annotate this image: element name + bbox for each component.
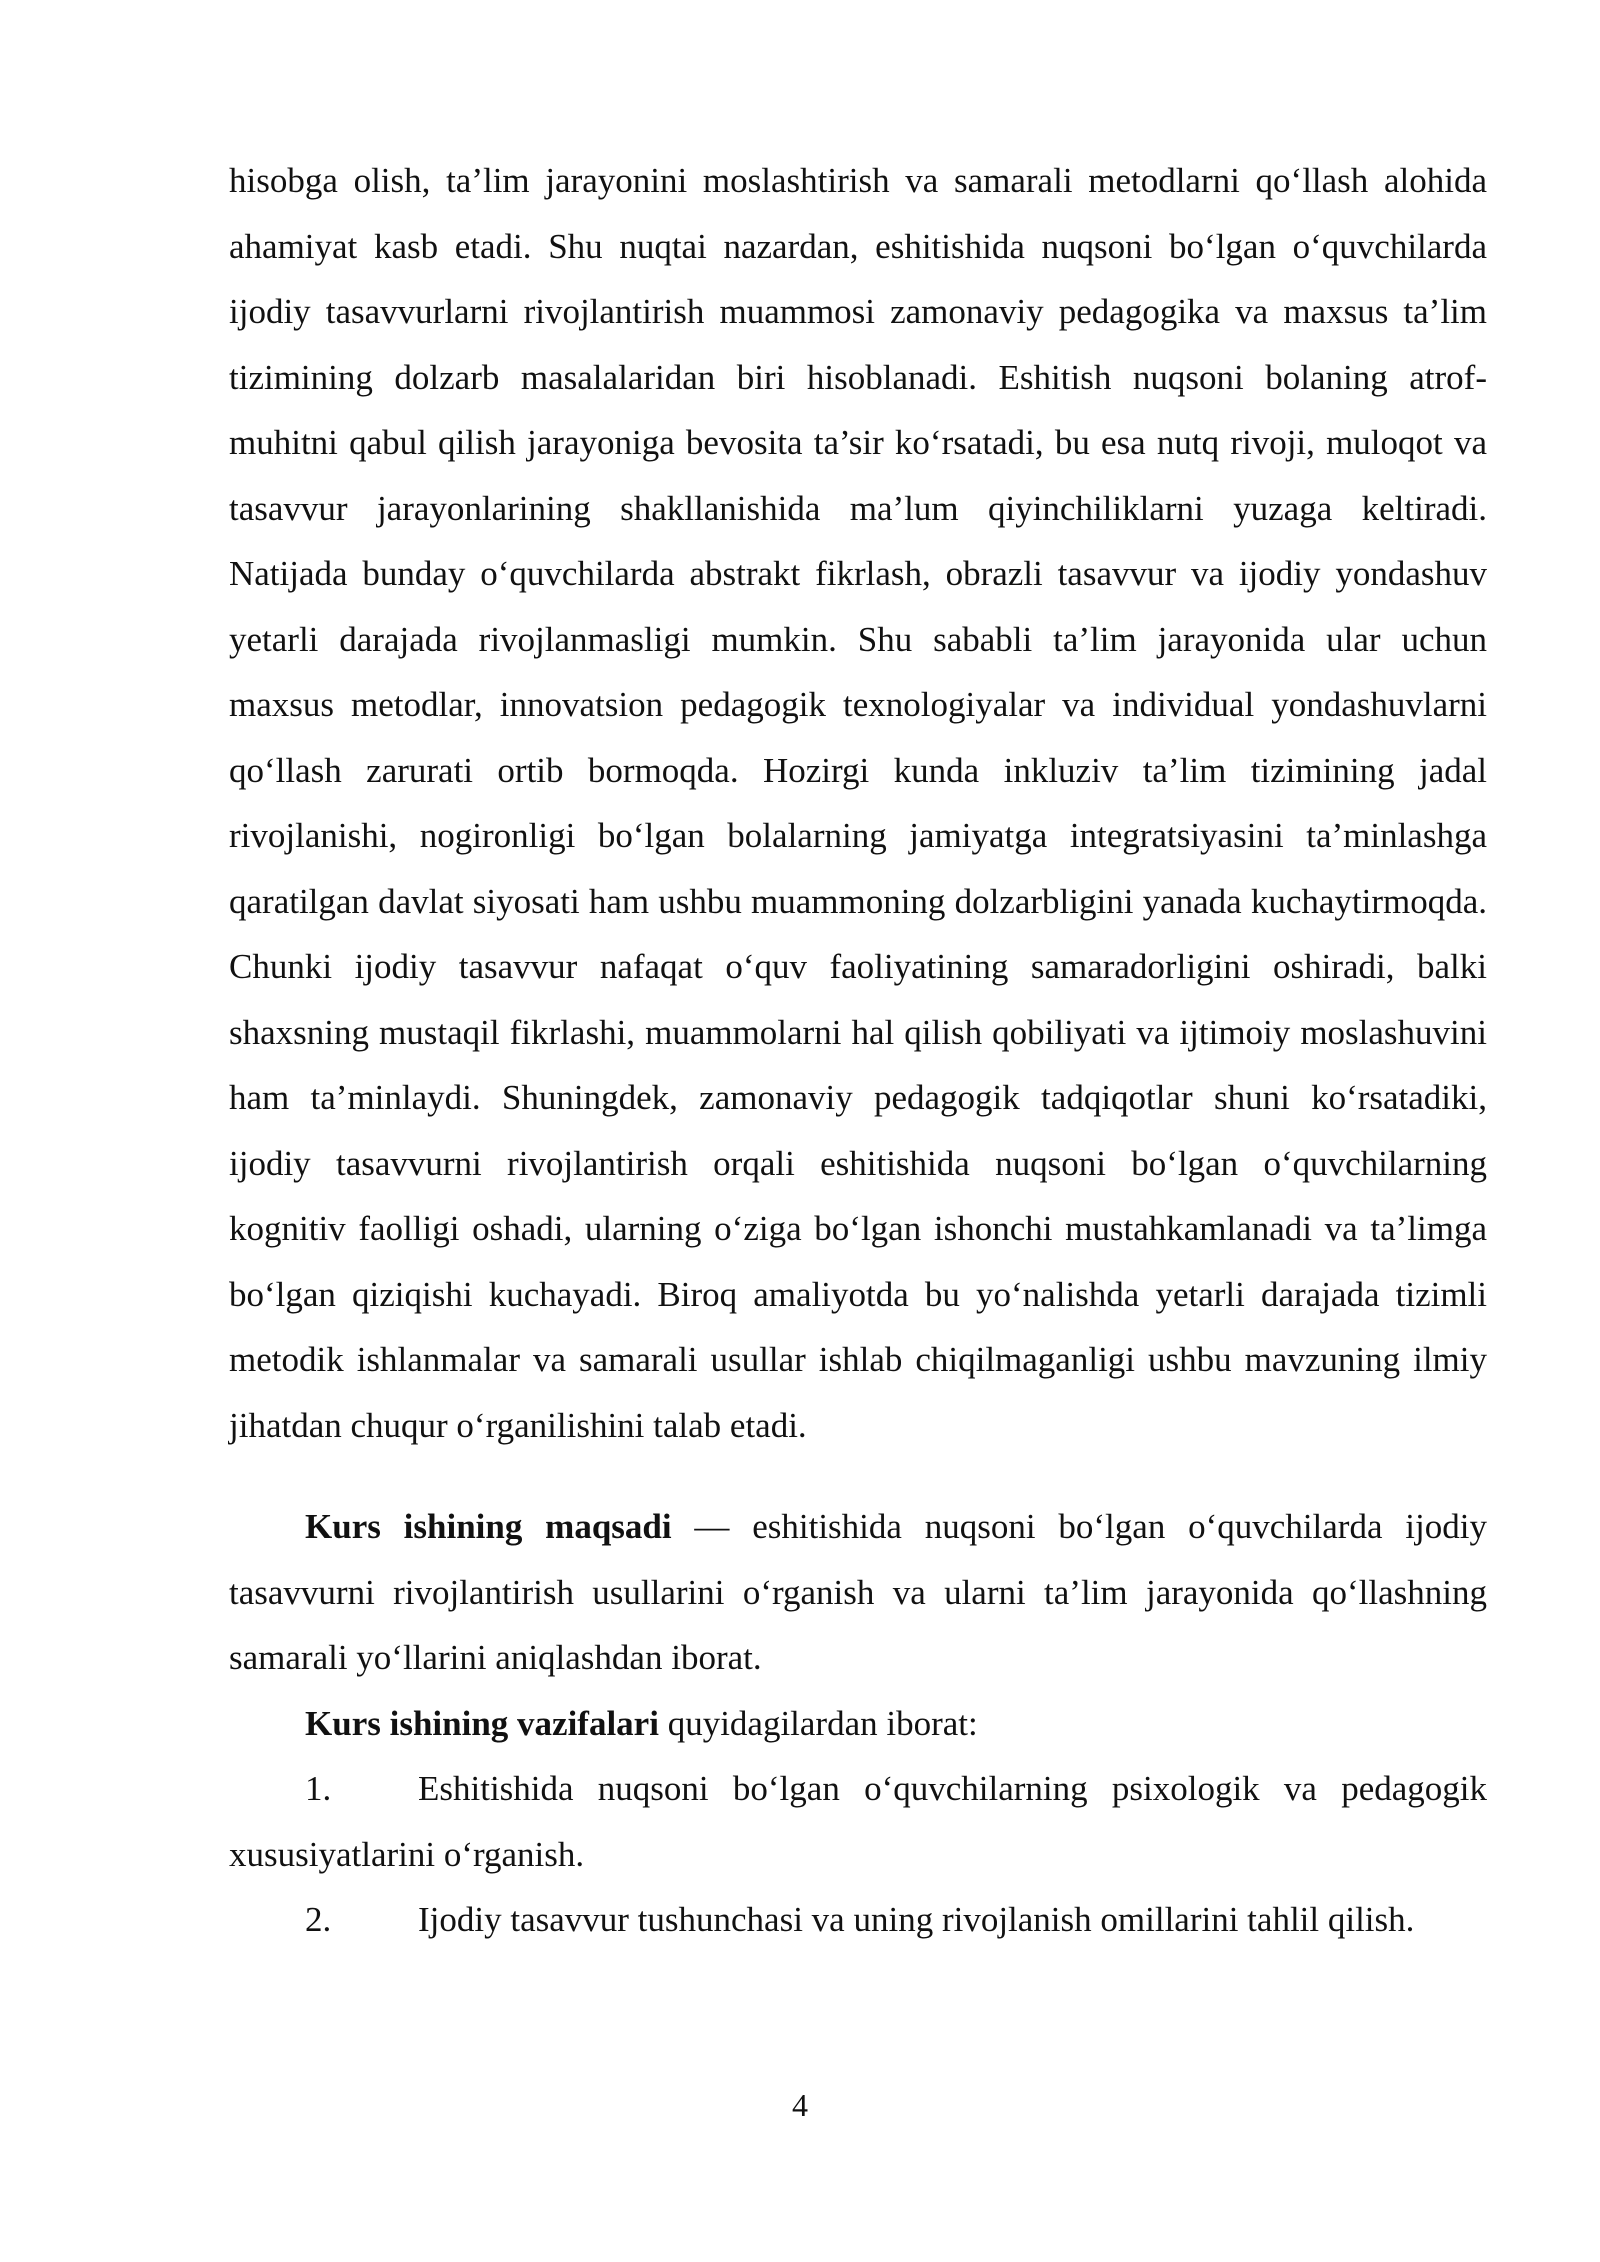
page-number: 4 — [792, 2087, 808, 2123]
intro-paragraph: hisobga olish, ta’lim jarayonini moslashtirish va samarali metodlarni qo‘llash alohida ahamiyat kasb etadi. Shu nuqtai nazardan, eshitishida nuqsoni bo‘lgan o‘quvchilarda ijodiy tasavvurlarni rivojlantirish muammosi zamonaviy pedagogika va maxsus ta’lim tizimining dolzarb masalalaridan biri hisoblanadi. Eshitish nuqsoni bolaning atrof-muhitni qabul qilish jarayoniga bevosita ta’sir ko‘rsatadi, bu esa nutq rivoji, muloqot va tasavvur jarayonlarining shakllanishida ma’lum qiyinchiliklarni yuzaga keltiradi. Natijada bunday o‘quvchilarda abstrakt fikrlash, obrazli tasavvur va ijodiy yondashuv yetarli darajada rivojlanmasligi mumkin. Shu sababli ta’lim jarayonida ular uchun maxsus metodlar, innovatsion pedagogik texnologiyalar va individual yondashuvlarni qo‘llash zarurati ortib bormoqda. Hozirgi kunda inkluziv ta’lim tizimining jadal rivojlanishi, nogironligi bo‘lgan bolalarning jamiyatga integratsiyasini ta’minlashga qaratilgan davlat siyosati ham ushbu muammoning dolzarbligini yanada kuchaytirmoqda. Chunki ijodiy tasavvur nafaqat o‘quv faoliyatining samaradorligini oshiradi, balki shaxsning mustaqil fikrlashi, muammolarni hal qilish qobiliyati va ijtimoiy moslashuvini ham ta’minlaydi. Shuningdek, zamonaviy pedagogik tadqiqotlar shuni ko‘rsatadiki, ijodiy tasavvurni rivojlantirish orqali eshitishida nuqsoni bo‘lgan o‘quvchilarning kognitiv faolligi oshadi, ularning o‘ziga bo‘lgan ishonchi mustahkamlanadi va ta’limga bo‘lgan qiziqishi kuchayadi. Biroq amaliyotda bu yo‘nalishda yetarli darajada tizimli metodik ishlanmalar va samarali usullar ishlab chiqilmaganligi ushbu mavzuning ilmiy jihatdan chuqur o‘rganilishini talab etadi. — [229, 161, 1487, 1445]
goal-paragraph — [229, 1494, 1487, 1691]
task-item-1 — [229, 1756, 1487, 1887]
task-number: 1. — [305, 1769, 332, 1808]
goal-label: Kurs ishining maqsadi — [305, 1507, 672, 1546]
task-text: Ijodiy tasavvur tushunchasi va uning rivojlanish omillarini tahlil qilish. — [418, 1900, 1415, 1939]
task-text: Eshitishida nuqsoni bo‘lgan o‘quvchilarning psixologik va pedagogik xususiyatlarini o‘rganish. — [229, 1769, 1487, 1874]
task-number: 2. — [305, 1900, 332, 1939]
tasks-text: quyidagilardan iborat: — [658, 1703, 978, 1743]
tasks-label: Kurs ishining vazifalari — [305, 1703, 659, 1743]
goal-text: — eshitishida nuqsoni bo‘lgan o‘quvchilarda ijodiy tasavvurni rivojlantirish usullarini o‘rganish va ularni ta’lim jarayonida qo‘llashning samarali yo‘llarini aniqlashdan iborat. — [229, 1507, 1487, 1677]
tasks-paragraph — [229, 1691, 1487, 1757]
document-body — [229, 148, 1487, 1953]
task-item-2 — [229, 1887, 1487, 1953]
